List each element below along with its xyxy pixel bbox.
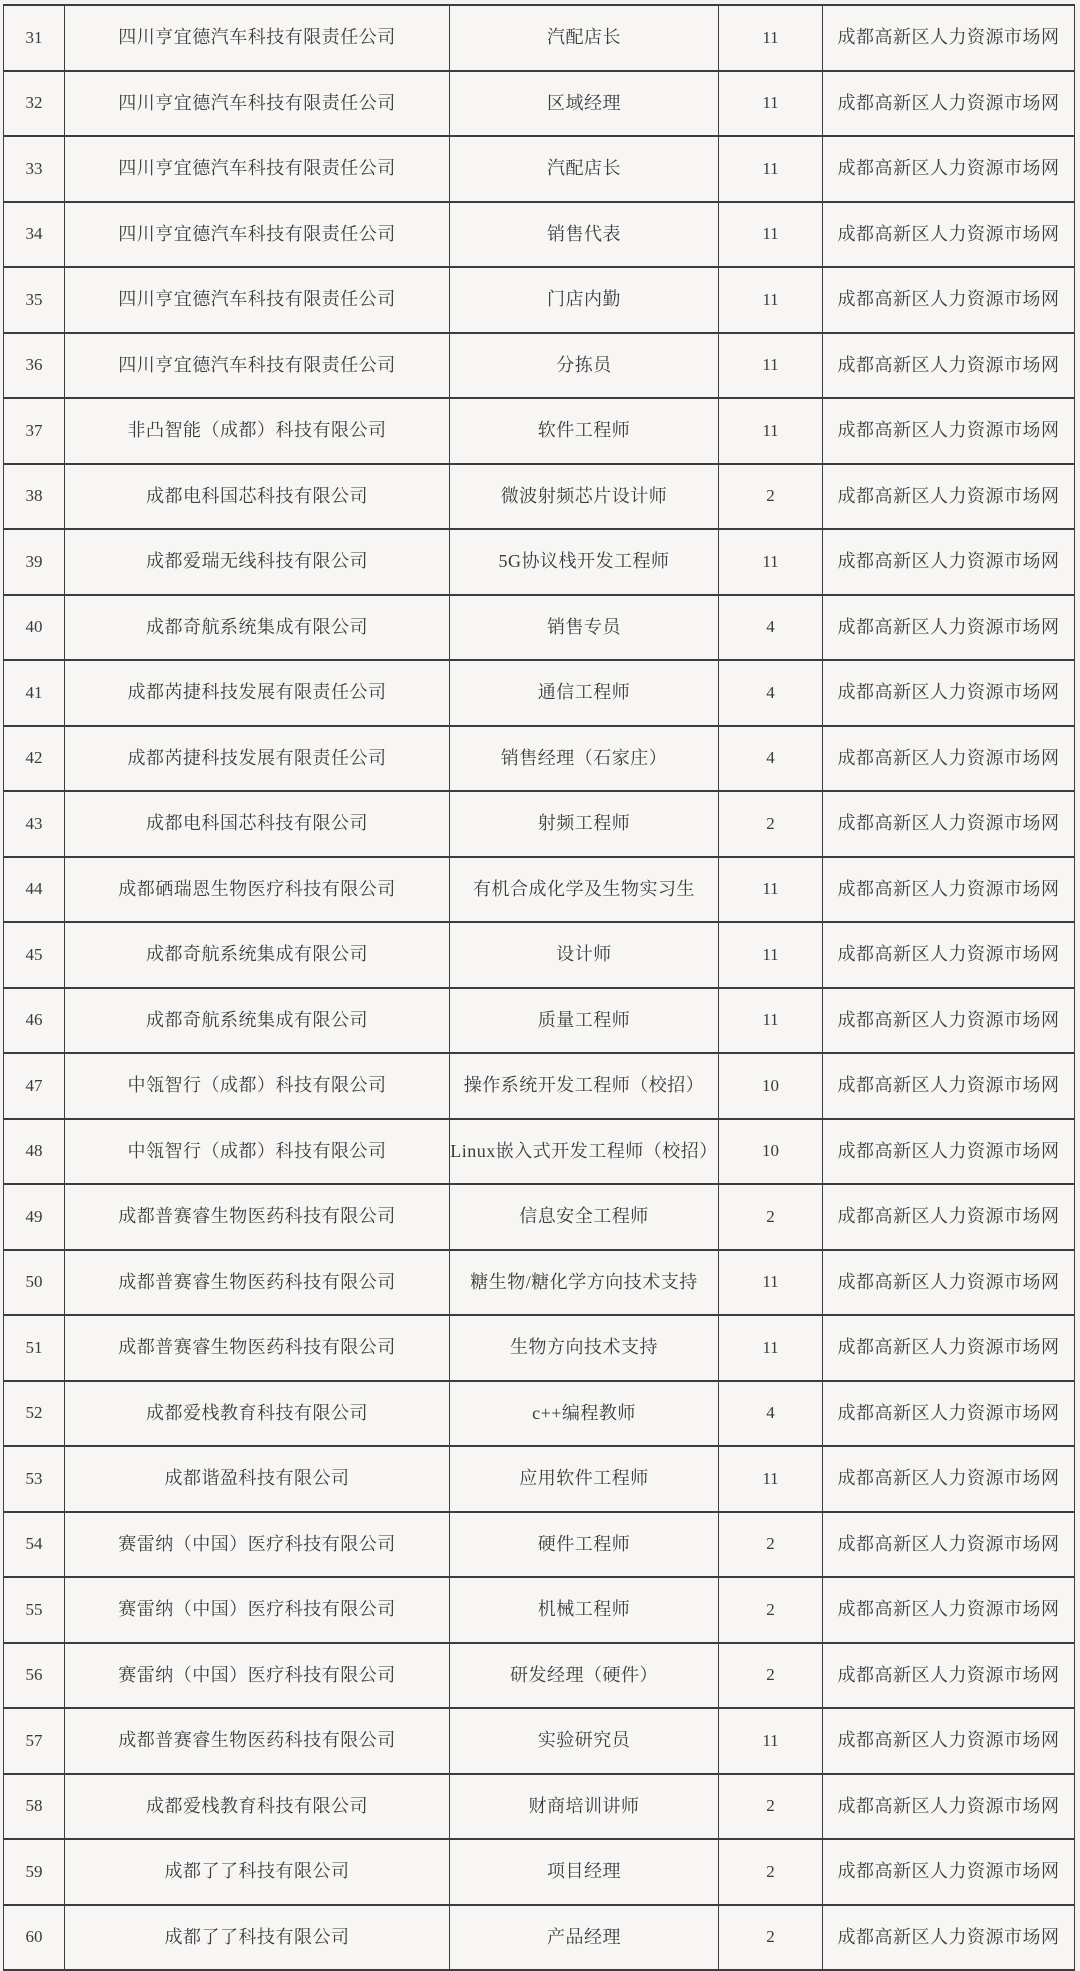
- job-position-cell: 生物方向技术支持: [450, 1316, 719, 1382]
- table-row: [4, 1513, 1075, 1579]
- source-site-cell: 成都高新区人力资源市场网: [823, 530, 1075, 596]
- row-number-cell: 60: [4, 1906, 65, 1971]
- source-site-cell: 成都高新区人力资源市场网: [823, 268, 1075, 334]
- source-site-cell: 成都高新区人力资源市场网: [823, 465, 1075, 531]
- source-site-cell: 成都高新区人力资源市场网: [823, 399, 1075, 465]
- company-name-cell: 成都芮捷科技发展有限责任公司: [65, 661, 450, 727]
- job-position-cell: c++编程教师: [450, 1382, 719, 1448]
- company-name-cell: 成都普赛睿生物医药科技有限公司: [65, 1709, 450, 1775]
- row-number-cell: 40: [4, 596, 65, 662]
- job-position-cell: 区域经理: [450, 72, 719, 138]
- job-position-cell: 项目经理: [450, 1840, 719, 1906]
- row-number-cell: 34: [4, 203, 65, 269]
- company-name-cell: 成都爱栈教育科技有限公司: [65, 1382, 450, 1448]
- table-row: [4, 6, 1075, 72]
- source-site-cell: 成都高新区人力资源市场网: [823, 596, 1075, 662]
- job-position-cell: 汽配店长: [450, 137, 719, 203]
- headcount-cell: 10: [719, 1054, 823, 1120]
- job-position-cell: 射频工程师: [450, 792, 719, 858]
- row-number-cell: 41: [4, 661, 65, 727]
- source-site-cell: 成都高新区人力资源市场网: [823, 727, 1075, 793]
- company-name-cell: 成都普赛睿生物医药科技有限公司: [65, 1251, 450, 1317]
- job-position-cell: 操作系统开发工程师（校招）: [450, 1054, 719, 1120]
- headcount-cell: 4: [719, 1382, 823, 1448]
- row-number-cell: 37: [4, 399, 65, 465]
- source-site-cell: 成都高新区人力资源市场网: [823, 1382, 1075, 1448]
- company-name-cell: 成都普赛睿生物医药科技有限公司: [65, 1316, 450, 1382]
- company-name-cell: 成都爱栈教育科技有限公司: [65, 1775, 450, 1841]
- job-position-cell: 有机合成化学及生物实习生: [450, 858, 719, 924]
- row-number-cell: 59: [4, 1840, 65, 1906]
- source-site-cell: 成都高新区人力资源市场网: [823, 1644, 1075, 1710]
- row-number-cell: 38: [4, 465, 65, 531]
- job-position-cell: 机械工程师: [450, 1578, 719, 1644]
- headcount-cell: 4: [719, 596, 823, 662]
- job-position-cell: 产品经理: [450, 1906, 719, 1971]
- table-row: [4, 1709, 1075, 1775]
- source-site-cell: 成都高新区人力资源市场网: [823, 1709, 1075, 1775]
- headcount-cell: 2: [719, 465, 823, 531]
- headcount-cell: 11: [719, 72, 823, 138]
- headcount-cell: 2: [719, 1578, 823, 1644]
- row-number-cell: 46: [4, 989, 65, 1055]
- job-position-cell: 信息安全工程师: [450, 1185, 719, 1251]
- source-site-cell: 成都高新区人力资源市场网: [823, 1251, 1075, 1317]
- source-site-cell: 成都高新区人力资源市场网: [823, 1578, 1075, 1644]
- headcount-cell: 11: [719, 203, 823, 269]
- row-number-cell: 31: [4, 6, 65, 72]
- company-name-cell: 成都奇航系统集成有限公司: [65, 989, 450, 1055]
- company-name-cell: 成都芮捷科技发展有限责任公司: [65, 727, 450, 793]
- row-number-cell: 51: [4, 1316, 65, 1382]
- company-name-cell: 赛雷纳（中国）医疗科技有限公司: [65, 1644, 450, 1710]
- job-position-cell: 5G协议栈开发工程师: [450, 530, 719, 596]
- source-site-cell: 成都高新区人力资源市场网: [823, 1906, 1075, 1971]
- headcount-cell: 11: [719, 1447, 823, 1513]
- company-name-cell: 成都爱瑞无线科技有限公司: [65, 530, 450, 596]
- row-number-cell: 56: [4, 1644, 65, 1710]
- source-site-cell: 成都高新区人力资源市场网: [823, 1316, 1075, 1382]
- row-number-cell: 57: [4, 1709, 65, 1775]
- headcount-cell: 4: [719, 661, 823, 727]
- headcount-cell: 2: [719, 1775, 823, 1841]
- row-number-cell: 53: [4, 1447, 65, 1513]
- headcount-cell: 11: [719, 6, 823, 72]
- job-position-cell: 销售代表: [450, 203, 719, 269]
- table-row: [4, 137, 1075, 203]
- source-site-cell: 成都高新区人力资源市场网: [823, 1054, 1075, 1120]
- headcount-cell: 2: [719, 1906, 823, 1971]
- row-number-cell: 43: [4, 792, 65, 858]
- source-site-cell: 成都高新区人力资源市场网: [823, 858, 1075, 924]
- company-name-cell: 四川亨宜德汽车科技有限责任公司: [65, 334, 450, 400]
- table-row: [4, 465, 1075, 531]
- source-site-cell: 成都高新区人力资源市场网: [823, 334, 1075, 400]
- table-row: [4, 1120, 1075, 1186]
- table-row: [4, 1185, 1075, 1251]
- job-position-cell: 应用软件工程师: [450, 1447, 719, 1513]
- company-name-cell: 四川亨宜德汽车科技有限责任公司: [65, 6, 450, 72]
- headcount-cell: 2: [719, 1185, 823, 1251]
- table-row: [4, 727, 1075, 793]
- headcount-cell: 11: [719, 1709, 823, 1775]
- company-name-cell: 非凸智能（成都）科技有限公司: [65, 399, 450, 465]
- row-number-cell: 48: [4, 1120, 65, 1186]
- table-row: [4, 1775, 1075, 1841]
- table-row: [4, 989, 1075, 1055]
- company-name-cell: 成都普赛睿生物医药科技有限公司: [65, 1185, 450, 1251]
- source-site-cell: 成都高新区人力资源市场网: [823, 6, 1075, 72]
- job-position-cell: 设计师: [450, 923, 719, 989]
- company-name-cell: 成都电科国芯科技有限公司: [65, 792, 450, 858]
- row-number-cell: 44: [4, 858, 65, 924]
- table-row: [4, 1840, 1075, 1906]
- source-site-cell: 成都高新区人力资源市场网: [823, 1513, 1075, 1579]
- table-row: [4, 596, 1075, 662]
- headcount-cell: 11: [719, 1251, 823, 1317]
- company-name-cell: 赛雷纳（中国）医疗科技有限公司: [65, 1513, 450, 1579]
- job-position-cell: 微波射频芯片设计师: [450, 465, 719, 531]
- job-position-cell: 汽配店长: [450, 6, 719, 72]
- row-number-cell: 36: [4, 334, 65, 400]
- row-number-cell: 39: [4, 530, 65, 596]
- table-row: [4, 1644, 1075, 1710]
- company-name-cell: 四川亨宜德汽车科技有限责任公司: [65, 72, 450, 138]
- table-row: [4, 1316, 1075, 1382]
- headcount-cell: 11: [719, 1316, 823, 1382]
- table-row: [4, 1578, 1075, 1644]
- table-row: [4, 792, 1075, 858]
- headcount-cell: 11: [719, 399, 823, 465]
- job-position-cell: 财商培训讲师: [450, 1775, 719, 1841]
- job-position-cell: 通信工程师: [450, 661, 719, 727]
- headcount-cell: 2: [719, 1840, 823, 1906]
- source-site-cell: 成都高新区人力资源市场网: [823, 661, 1075, 727]
- job-position-cell: 硬件工程师: [450, 1513, 719, 1579]
- table-row: [4, 72, 1075, 138]
- headcount-cell: 11: [719, 530, 823, 596]
- company-name-cell: 成都奇航系统集成有限公司: [65, 923, 450, 989]
- headcount-cell: 11: [719, 334, 823, 400]
- headcount-cell: 11: [719, 923, 823, 989]
- company-name-cell: 中瓴智行（成都）科技有限公司: [65, 1120, 450, 1186]
- company-name-cell: 四川亨宜德汽车科技有限责任公司: [65, 137, 450, 203]
- job-position-cell: 分拣员: [450, 334, 719, 400]
- row-number-cell: 58: [4, 1775, 65, 1841]
- headcount-cell: 11: [719, 858, 823, 924]
- source-site-cell: 成都高新区人力资源市场网: [823, 1185, 1075, 1251]
- row-number-cell: 49: [4, 1185, 65, 1251]
- table-row: [4, 268, 1075, 334]
- job-position-cell: 研发经理（硬件）: [450, 1644, 719, 1710]
- job-position-cell: 销售专员: [450, 596, 719, 662]
- row-number-cell: 33: [4, 137, 65, 203]
- company-name-cell: 成都硒瑞恩生物医疗科技有限公司: [65, 858, 450, 924]
- table-row: [4, 661, 1075, 727]
- table-row: [4, 399, 1075, 465]
- source-site-cell: 成都高新区人力资源市场网: [823, 203, 1075, 269]
- row-number-cell: 45: [4, 923, 65, 989]
- job-listings-table: [3, 4, 1075, 1971]
- source-site-cell: 成都高新区人力资源市场网: [823, 1120, 1075, 1186]
- company-name-cell: 四川亨宜德汽车科技有限责任公司: [65, 203, 450, 269]
- source-site-cell: 成都高新区人力资源市场网: [823, 137, 1075, 203]
- headcount-cell: 2: [719, 1513, 823, 1579]
- row-number-cell: 50: [4, 1251, 65, 1317]
- headcount-cell: 2: [719, 1644, 823, 1710]
- table-row: [4, 923, 1075, 989]
- row-number-cell: 47: [4, 1054, 65, 1120]
- table-row: [4, 334, 1075, 400]
- headcount-cell: 10: [719, 1120, 823, 1186]
- company-name-cell: 中瓴智行（成都）科技有限公司: [65, 1054, 450, 1120]
- table-row: [4, 1906, 1075, 1971]
- source-site-cell: 成都高新区人力资源市场网: [823, 923, 1075, 989]
- table-row: [4, 530, 1075, 596]
- table-row: [4, 1251, 1075, 1317]
- row-number-cell: 42: [4, 727, 65, 793]
- job-position-cell: 门店内勤: [450, 268, 719, 334]
- company-name-cell: 成都电科国芯科技有限公司: [65, 465, 450, 531]
- source-site-cell: 成都高新区人力资源市场网: [823, 792, 1075, 858]
- row-number-cell: 35: [4, 268, 65, 334]
- source-site-cell: 成都高新区人力资源市场网: [823, 1840, 1075, 1906]
- row-number-cell: 32: [4, 72, 65, 138]
- job-position-cell: 糖生物/糖化学方向技术支持: [450, 1251, 719, 1317]
- table-row: [4, 1382, 1075, 1448]
- company-name-cell: 成都了了科技有限公司: [65, 1906, 450, 1971]
- job-position-cell: 质量工程师: [450, 989, 719, 1055]
- row-number-cell: 52: [4, 1382, 65, 1448]
- source-site-cell: 成都高新区人力资源市场网: [823, 1447, 1075, 1513]
- source-site-cell: 成都高新区人力资源市场网: [823, 1775, 1075, 1841]
- source-site-cell: 成都高新区人力资源市场网: [823, 72, 1075, 138]
- headcount-cell: 2: [719, 792, 823, 858]
- table-row: [4, 1447, 1075, 1513]
- job-position-cell: 实验研究员: [450, 1709, 719, 1775]
- table-row: [4, 858, 1075, 924]
- job-position-cell: Linux嵌入式开发工程师（校招）: [450, 1120, 719, 1186]
- company-name-cell: 成都谐盈科技有限公司: [65, 1447, 450, 1513]
- source-site-cell: 成都高新区人力资源市场网: [823, 989, 1075, 1055]
- job-position-cell: 软件工程师: [450, 399, 719, 465]
- table-row: [4, 203, 1075, 269]
- headcount-cell: 11: [719, 137, 823, 203]
- table-row: [4, 1054, 1075, 1120]
- headcount-cell: 11: [719, 268, 823, 334]
- row-number-cell: 55: [4, 1578, 65, 1644]
- company-name-cell: 赛雷纳（中国）医疗科技有限公司: [65, 1578, 450, 1644]
- headcount-cell: 4: [719, 727, 823, 793]
- row-number-cell: 54: [4, 1513, 65, 1579]
- job-position-cell: 销售经理（石家庄）: [450, 727, 719, 793]
- company-name-cell: 成都奇航系统集成有限公司: [65, 596, 450, 662]
- headcount-cell: 11: [719, 989, 823, 1055]
- company-name-cell: 四川亨宜德汽车科技有限责任公司: [65, 268, 450, 334]
- company-name-cell: 成都了了科技有限公司: [65, 1840, 450, 1906]
